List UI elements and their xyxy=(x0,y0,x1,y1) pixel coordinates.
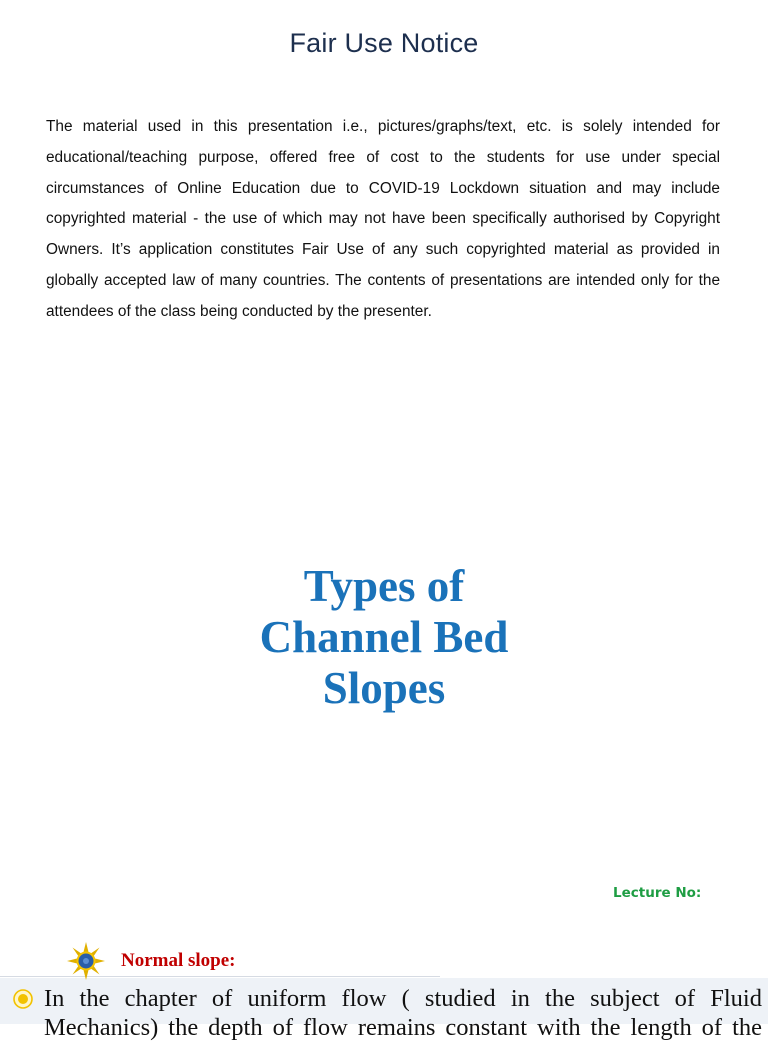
paragraph-line: In the chapter of uniform flow ( studied in the subject of Fluid xyxy=(44,985,762,1012)
lecture-number-label: Lecture No: xyxy=(613,885,702,901)
content-slide xyxy=(0,940,768,1041)
slide-title-line: Channel Bed xyxy=(259,612,509,662)
notice-body: The material used in this presentation i.e., pictures/graphs/text, etc. is solely intended for educational/teaching purpose, offered free of cost to the students for use under special circumstances of Online Education due to COVID-19 Lockdown situation and may include copyrighted material - the use of which may not have been specifically authorised by Copyright Owners. It’s application constitutes Fair Use of any such copyrighted material as provided in globally accepted law of many countries. The contents of presentations are intended only for the attendees of the class being conducted by the presenter. xyxy=(46,118,720,320)
title-slide xyxy=(0,378,768,952)
body-paragraph xyxy=(44,984,762,1042)
circle-bullet-icon xyxy=(13,989,33,1009)
slide-title-line: Slopes xyxy=(322,663,446,713)
divider xyxy=(0,976,440,977)
paragraph-line: Mechanics) the depth of flow remains constant with the length of the xyxy=(44,1014,762,1041)
fair-use-slide xyxy=(0,0,768,378)
slide-title xyxy=(0,561,768,714)
slide-title-line: Types of xyxy=(303,561,465,611)
notice-title: Fair Use Notice xyxy=(289,28,479,58)
sun-compass-icon xyxy=(67,942,105,980)
section-heading: Normal slope: xyxy=(121,950,236,971)
